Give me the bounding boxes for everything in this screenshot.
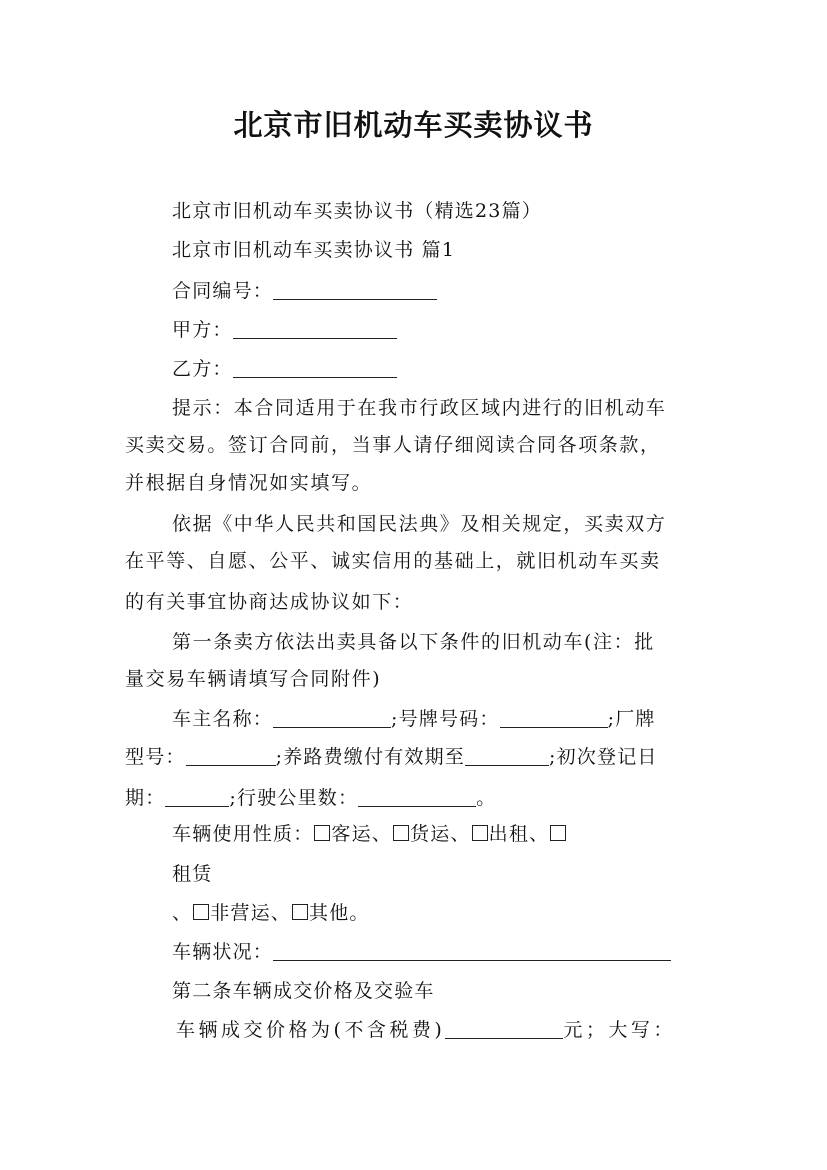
article1-line-2: 量交易车辆请填写合同附件) [125,668,382,690]
section-heading: 北京市旧机动车买卖协议书 篇1 [172,239,456,261]
option-other: 其他。 [309,902,370,924]
article2-heading: 第二条车辆成交价格及交验车 [172,980,435,1002]
mileage-label: ;行驶公里数： [229,787,359,809]
owner-blank[interactable] [273,709,391,728]
price-unit: 元；大写： [563,1019,676,1041]
registration-date-blank[interactable] [165,788,229,807]
condition-label: 车辆状况： [172,941,274,963]
price-label: 车辆成交价格为(不含税费) [176,1019,446,1041]
checkbox-other[interactable] [292,904,308,920]
tips-line-1: 提示：本合同适用于在我市行政区域内进行的旧机动车 [172,397,667,419]
checkbox-passenger[interactable] [314,825,330,841]
owner-label: 车主名称： [172,708,274,730]
model-blank[interactable] [186,747,276,766]
article1-line-1: 第一条卖方依法出卖具备以下条件的旧机动车(注：批 [172,631,655,653]
option-freight: 货运、 [410,823,471,845]
document-subtitle: 北京市旧机动车买卖协议书（精选23篇） [172,200,542,222]
preamble-line-3: 的有关事宜协商达成协议如下： [125,591,414,613]
party-b-label: 乙方： [172,358,233,380]
party-a-row [172,318,397,342]
contract-number-row [172,279,437,303]
party-b-row [172,357,397,381]
option-lease: 租赁 [172,863,213,885]
plate-blank[interactable] [500,709,608,728]
option-non-operating: 非营运、 [210,902,292,924]
period-mark: 。 [476,787,497,809]
vehicle-model-row [125,745,658,769]
road-fee-blank[interactable] [465,747,549,766]
price-blank[interactable] [445,1020,563,1039]
date-label: 期： [125,787,166,809]
separator-mark: 、 [172,902,193,924]
document-title: 北京市旧机动车买卖协议书 [233,108,594,142]
contract-number-label: 合同编号： [172,280,274,302]
condition-blank[interactable] [273,942,671,961]
option-taxi: 出租、 [488,823,550,845]
model-label: 型号： [125,746,186,768]
tips-line-3: 并根据自身情况如实填写。 [125,472,373,494]
vehicle-owner-row [172,707,656,731]
usage-row [172,822,567,846]
registration-label: ;初次登记日 [549,746,658,768]
usage-row-2 [172,901,370,925]
option-passenger: 客运、 [331,823,393,845]
party-b-blank[interactable] [233,359,397,378]
plate-label: ;号牌号码： [391,708,500,730]
condition-row [172,940,671,964]
road-fee-label: ;养路费缴付有效期至 [275,746,466,768]
checkbox-freight[interactable] [393,825,409,841]
usage-label: 车辆使用性质： [172,823,314,845]
mileage-blank[interactable] [358,788,476,807]
preamble-line-2: 在平等、自愿、公平、诚实信用的基础上，就旧机动车买卖 [125,550,661,572]
checkbox-non-operating[interactable] [193,904,209,920]
party-a-blank[interactable] [233,320,397,339]
tips-line-2: 买卖交易。签订合同前，当事人请仔细阅读合同各项条款， [125,434,661,456]
vehicle-date-row [125,786,496,810]
contract-number-blank[interactable] [273,281,437,300]
preamble-line-1: 依据《中华人民共和国民法典》及相关规定，买卖双方 [172,513,667,535]
checkbox-taxi[interactable] [472,825,488,841]
brand-label: ;厂牌 [607,708,656,730]
party-a-label: 甲方： [172,319,233,341]
checkbox-lease[interactable] [550,825,566,841]
price-row [176,1018,676,1042]
